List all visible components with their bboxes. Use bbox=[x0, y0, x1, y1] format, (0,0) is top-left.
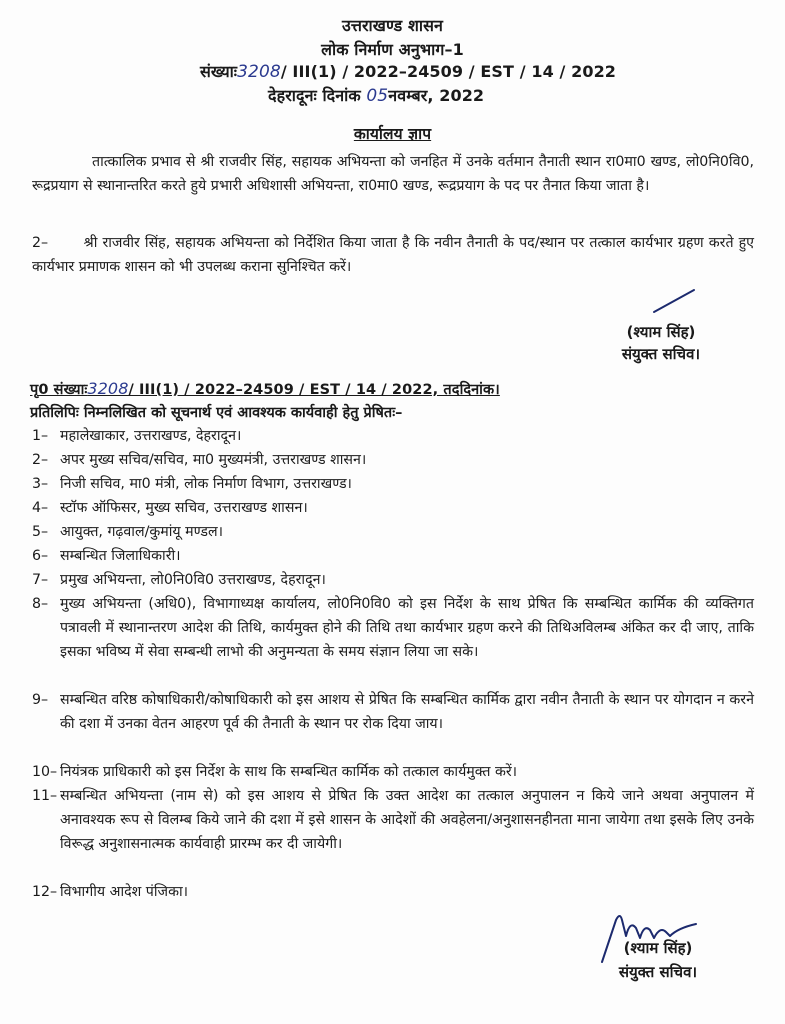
ref-suffix: / III(1) / 2022–24509 / EST / 14 / 2022 bbox=[280, 62, 617, 81]
document-title: कार्यालय ज्ञाप bbox=[353, 125, 432, 143]
list-item: 1– महालेखाकार, उत्तराखण्ड, देहरादून। bbox=[32, 428, 242, 444]
signature-stroke-icon bbox=[650, 284, 700, 316]
list-item: 8– मुख्य अभियन्ता (अधि0), विभागाध्यक्ष कार्यालय, लो0नि0वि0 को इस निर्देश के साथ प्रेषित कि सम्बन्धित कार्मिक की व्यक्तिगत पत्रावली में स्थानान्तरण आदेश की तिथि, कार्यमुक्त होने की तिथि तथा कार्यभार ग्रहण करने की तिथिअविलम्ब अंकित कर दी जाए, ताकि इसका भविष्य में सेवा सम्बन्धी लाभो की अनुमन्यता के समय संज्ञान लिया जा सके। bbox=[32, 596, 754, 660]
department-name: लोक निर्माण अनुभाग–1 bbox=[321, 40, 464, 59]
list-item: 2– अपर मुख्य सचिव/सचिव, मा0 मुख्यमंत्री, उत्तराखण्ड शासन। bbox=[32, 452, 367, 468]
list-item: 3– निजी सचिव, मा0 मंत्री, लोक निर्माण विभाग, उत्तराखण्ड। bbox=[32, 476, 352, 492]
endorsement-ref-suffix: / III(1) / 2022–24509 / EST / 14 / 2022, तददिनांक। bbox=[128, 382, 500, 398]
endorsement-ref-handwritten: 3208 bbox=[87, 379, 129, 398]
list-item: 9– सम्बन्धित वरिष्ठ कोषाधिकारी/कोषाधिकारी को इस आशय से प्रेषित कि सम्बन्धित कार्मिक द्वारा नवीन तैनाती के स्थान पर योगदान न करने की दशा में उनका वेतन आहरण पूर्व की तैनाती के स्थान पर रोक दिया जाय। bbox=[32, 692, 754, 732]
list-item: 6– सम्बन्धित जिलाधिकारी। bbox=[32, 548, 181, 564]
copy-to-intro: प्रतिलिपिः निम्नलिखित को सूचनार्थ एवं आवश्यक कार्यवाही हेतु प्रेषितः– bbox=[30, 405, 403, 421]
list-item: 11– सम्बन्धित अभियन्ता (नाम से) को इस आशय से प्रेषित कि उक्त आदेश का तत्काल अनुपालन न किये जाने अथवा अनुपालन में अनावश्यक रूप से विलम्ब किये जाने की दशा में इसे शासन के आदेशों की अवहेलना/अनुशासनहीनता माना जायेगा तथा इसके लिए उनके विरूद्ध अनुशासनात्मक कार्यवाही प्रारम्भ कर दी जायेगी। bbox=[32, 788, 754, 852]
ref-prefix: संख्याः bbox=[200, 62, 238, 81]
list-item: 4– स्टॉफ ऑफिसर, मुख्य सचिव, उत्तराखण्ड शासन। bbox=[32, 500, 308, 516]
government-name: उत्तराखण्ड शासन bbox=[341, 16, 444, 35]
signatory-designation: संयुक्त सचिव। bbox=[621, 345, 701, 363]
reference-number bbox=[200, 60, 616, 82]
date-handwritten-day: 05 bbox=[366, 86, 389, 106]
signatory-name: (श्याम सिंह) bbox=[626, 323, 696, 341]
paragraph-1: तात्कालिक प्रभाव से श्री राजवीर सिंह, सहायक अभियन्ता को जनहित में उनके वर्तमान तैनाती स्थान रा0मा0 खण्ड, लो0नि0वि0, रूद्रप्रयाग से स्थानान्तरित करते हुये प्रभारी अधिशासी अभियन्ता, रा0मा0 खण्ड, रूद्रप्रयाग के पद पर तैनात किया जाता है। bbox=[32, 154, 754, 194]
signatory-designation-2: संयुक्त सचिव। bbox=[618, 963, 698, 981]
list-item: 12– विभागीय आदेश पंजिका। bbox=[32, 884, 189, 900]
date-suffix: नवम्बर, 2022 bbox=[388, 86, 485, 105]
date-prefix: देहरादूनः दिनांक bbox=[268, 86, 361, 105]
list-item: 5– आयुक्त, गढ़वाल/कुमांयू मण्डल। bbox=[32, 524, 223, 540]
endorsement-reference bbox=[30, 379, 500, 399]
paragraph-2: 2– श्री राजवीर सिंह, सहायक अभियन्ता को निर्देशित किया जाता है कि नवीन तैनाती के पद/स्थान पर तत्काल कार्यभार ग्रहण करते हुए कार्यभार प्रमाणक शासन को भी उपलब्ध कराना सुनिश्चित करें। bbox=[32, 235, 759, 275]
list-item: 7– प्रमुख अभियन्ता, लो0नि0वि0 उत्तराखण्ड, देहरादून। bbox=[32, 572, 326, 588]
endorsement-ref-prefix: पृ0 संख्याः bbox=[30, 382, 88, 398]
ref-handwritten-number: 3208 bbox=[237, 62, 281, 82]
issue-date bbox=[268, 84, 484, 106]
signatory-name-2: (श्याम सिंह) bbox=[623, 939, 693, 957]
list-item: 10– नियंत्रक प्राधिकारी को इस निर्देश के साथ कि सम्बन्धित कार्मिक को तत्काल कार्यमुक्त करें। bbox=[32, 764, 518, 780]
